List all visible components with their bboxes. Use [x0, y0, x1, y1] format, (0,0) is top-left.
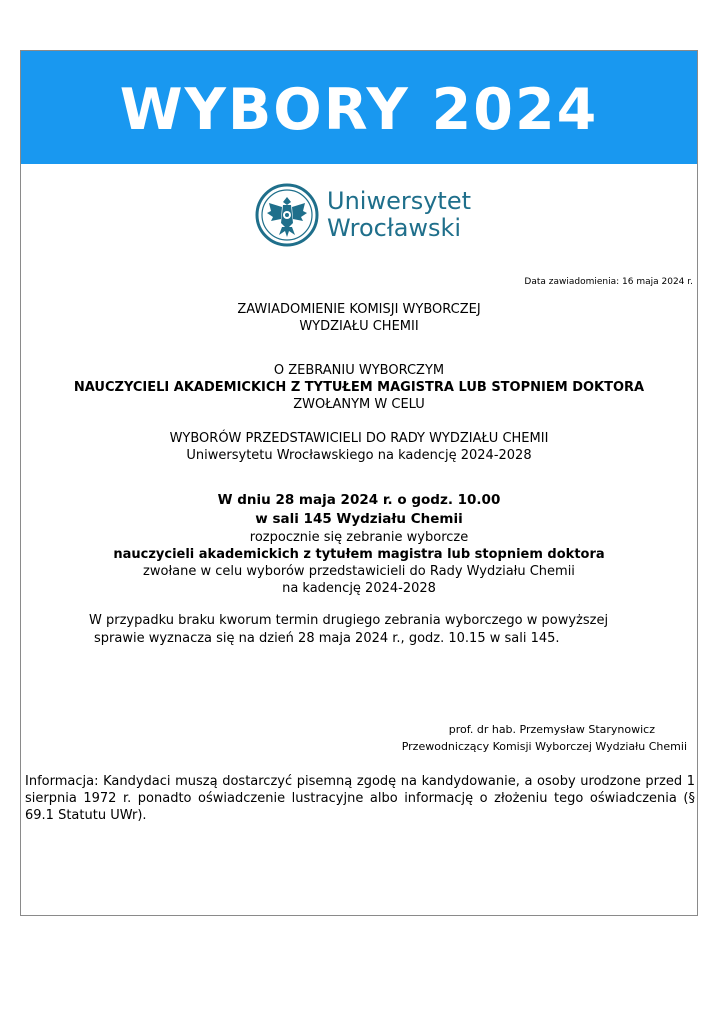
meeting-details	[21, 491, 697, 597]
quorum-line-2: sprawie wyznacza się na dzień 28 maja 2024 r., godz. 10.15 w sali 145.	[94, 631, 560, 646]
meeting-when: W dniu 28 maja 2024 r. o godz. 10.00	[217, 492, 501, 508]
meeting-where: w sali 145 Wydziału Chemii	[255, 511, 463, 527]
subject-line-3: ZWOŁANYM W CELU	[293, 397, 425, 412]
logo-line-1: Uniwersytet	[327, 187, 471, 215]
notice-heading	[21, 301, 697, 335]
purpose-line-2: Uniwersytetu Wrocławskiego na kadencję 2024-2028	[186, 448, 532, 463]
meeting-line-3: rozpocznie się zebranie wyborcze	[249, 530, 469, 545]
information-paragraph: Informacja: Kandydaci muszą dostarczyć pisemną zgodę na kandydowanie, a osoby urodzone przed 1 sierpnia 1972 r. ponadto oświadczenie lustracyjne albo informację o złożeniu tego oświadczenia (§ 69.1 Statutu UWr).	[25, 774, 695, 823]
notice-purpose	[21, 430, 697, 464]
logo-line-2: Wrocławski	[327, 214, 462, 242]
subject-line-2: NAUCZYCIELI AKADEMICKICH Z TYTUŁEM MAGISTRA LUB STOPNIEM DOKTORA	[73, 380, 645, 395]
university-logo	[255, 183, 471, 247]
meeting-line-4: nauczycieli akademickich z tytułem magistra lub stopniem doktora	[113, 547, 605, 562]
notice-date: Data zawiadomienia: 16 maja 2024 r.	[524, 277, 693, 287]
notice-subject	[21, 362, 697, 413]
subject-line-1: O ZEBRANIU WYBORCZYM	[273, 363, 445, 378]
notice-frame	[20, 50, 698, 916]
meeting-line-6: na kadencję 2024-2028	[282, 581, 436, 596]
quorum-paragraph	[89, 612, 689, 648]
signatory-role: Przewodniczący Komisji Wyborczej Wydziału Chemii	[401, 740, 687, 753]
banner-title: WYBORY 2024	[119, 76, 599, 143]
quorum-line-1: W przypadku braku kworum termin drugiego zebrania wyborczego w powyższej	[89, 613, 609, 628]
title-banner	[21, 51, 697, 164]
signature-block	[402, 721, 687, 755]
heading-line-2: WYDZIAŁU CHEMII	[299, 319, 419, 334]
signatory-name: prof. dr hab. Przemysław Starynowicz	[448, 723, 655, 736]
university-crest-icon	[255, 183, 319, 247]
purpose-line-1: WYBORÓW PRZEDSTAWICIELI DO RADY WYDZIAŁU CHEMII	[169, 431, 549, 446]
heading-line-1: ZAWIADOMIENIE KOMISJI WYBORCZEJ	[237, 302, 481, 317]
meeting-line-5: zwołane w celu wyborów przedstawicieli do Rady Wydziału Chemii	[143, 564, 575, 579]
university-name	[327, 188, 471, 242]
